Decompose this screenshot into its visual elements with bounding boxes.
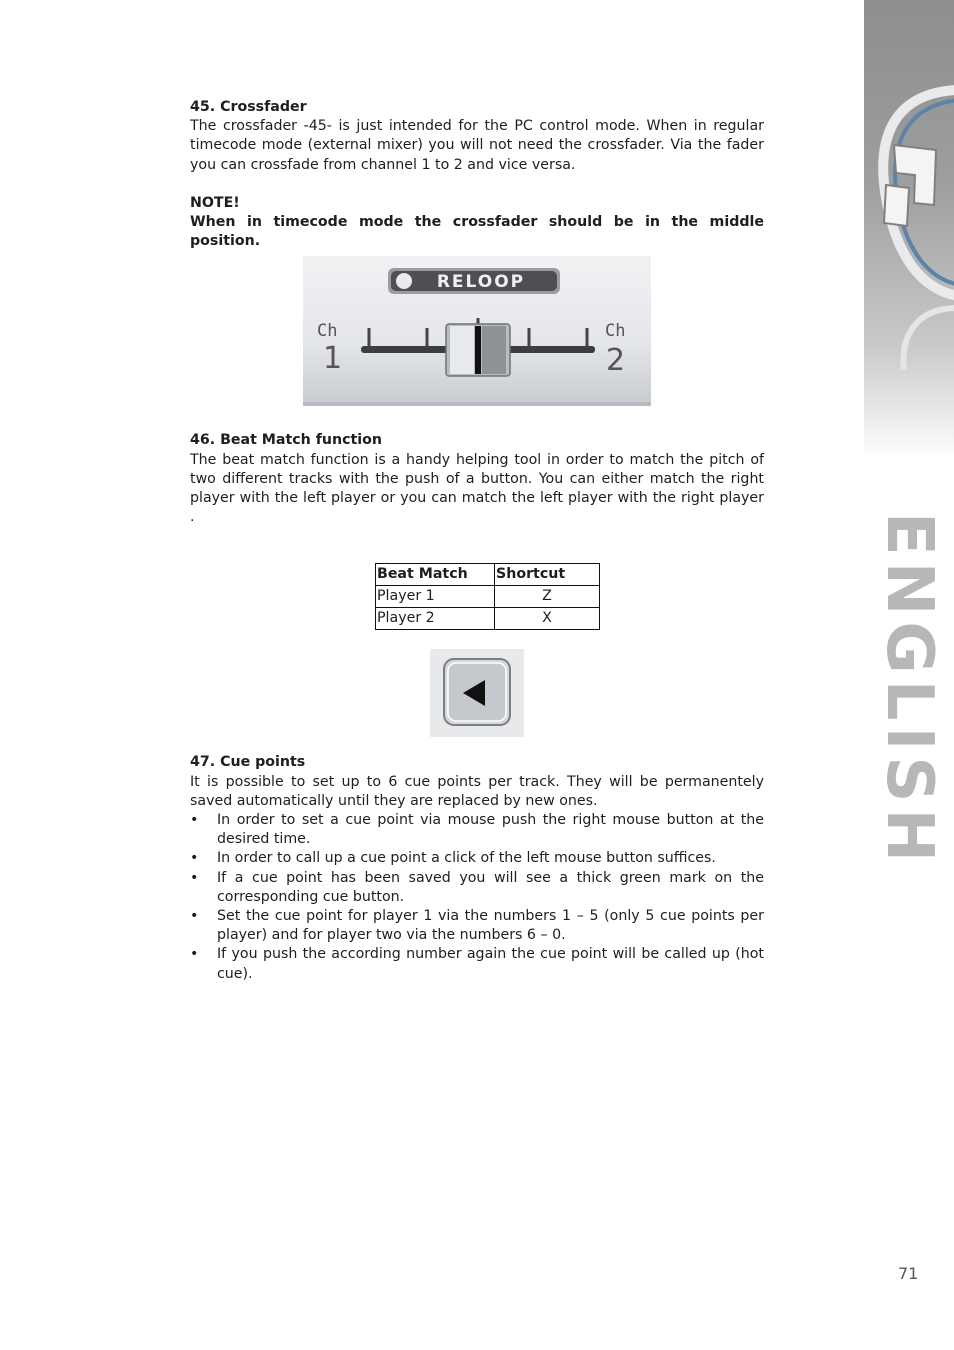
table-row bbox=[376, 608, 600, 630]
bullet: • bbox=[190, 869, 199, 886]
bullet: • bbox=[190, 908, 199, 925]
reloop-emblem-icon bbox=[864, 0, 954, 460]
note-title: NOTE! bbox=[190, 194, 240, 211]
bullet: • bbox=[190, 946, 199, 963]
crossfader-screenshot bbox=[303, 256, 651, 406]
table-cell-shortcut: X bbox=[495, 608, 600, 630]
list-item: • If you push the according number again the cue point will be called up (hot cue). bbox=[190, 946, 764, 982]
cuepoints-list bbox=[190, 811, 764, 984]
section-heading-cuepoints: 47. Cue points bbox=[190, 754, 306, 771]
table-cell-player: Player 2 bbox=[376, 608, 495, 630]
list-item: • In order to call up a cue point a click of the left mouse button suffices. bbox=[190, 849, 764, 868]
table-row bbox=[376, 586, 600, 608]
list-item: • If a cue point has been saved you will see a thick green mark on the corresponding cue button. bbox=[190, 869, 764, 905]
beatmatch-button[interactable] bbox=[430, 649, 524, 737]
ch1-number: 1 bbox=[323, 341, 343, 377]
bullet: • bbox=[190, 812, 199, 829]
bullet: • bbox=[190, 850, 199, 867]
manual-content bbox=[190, 98, 764, 984]
ch2-label: Ch bbox=[605, 321, 626, 342]
table-header-beatmatch: Beat Match bbox=[376, 564, 495, 586]
section-heading-beatmatch: 46. Beat Match function bbox=[190, 432, 383, 449]
table-header-shortcut: Shortcut bbox=[495, 564, 600, 586]
crossfader-graphic bbox=[303, 256, 651, 402]
sidebar-logo-band bbox=[864, 0, 954, 460]
ch2-number: 2 bbox=[606, 343, 626, 379]
table-cell-shortcut: Z bbox=[495, 586, 600, 608]
table-header-row bbox=[376, 564, 600, 586]
crossfader-knob[interactable] bbox=[446, 324, 510, 376]
page-number: 71 bbox=[898, 1264, 919, 1283]
crossfader-paragraph: The crossfader -45- is just intended for the PC control mode. When in regular timecode mode (external mixer) you will not need the crossfader. Via the fader you can crossfade from channel 1 to 2 and vice versa. bbox=[190, 118, 764, 173]
beatmatch-paragraph: The beat match function is a handy helping tool in order to match the pitch of two different tracks with the push of a button. You can either match the right player with the left player or you can match the left player with the right player . bbox=[190, 451, 764, 526]
section-heading-crossfader: 45. Crossfader bbox=[190, 99, 307, 115]
list-item: • Set the cue point for player 1 via the numbers 1 – 5 (only 5 cue points per player) and for player two via the numbers 6 – 0. bbox=[190, 908, 764, 944]
beatmatch-shortcut-table bbox=[375, 563, 600, 630]
ch1-label: Ch bbox=[317, 321, 338, 342]
list-item: • In order to set a cue point via mouse push the right mouse button at the desired time. bbox=[190, 812, 764, 848]
reloop-logo-text: RELOOP bbox=[436, 272, 526, 293]
table-cell-player: Player 1 bbox=[376, 586, 495, 608]
beatmatch-button-screenshot bbox=[430, 649, 524, 737]
cuepoints-paragraph: It is possible to set up to 6 cue points per track. They will be permanentely saved automatically until they are replaced by new ones. bbox=[190, 773, 764, 809]
note-text: When in timecode mode the crossfader should be in the middle position. bbox=[190, 214, 764, 250]
side-language-label: ENGLISH bbox=[872, 511, 946, 869]
